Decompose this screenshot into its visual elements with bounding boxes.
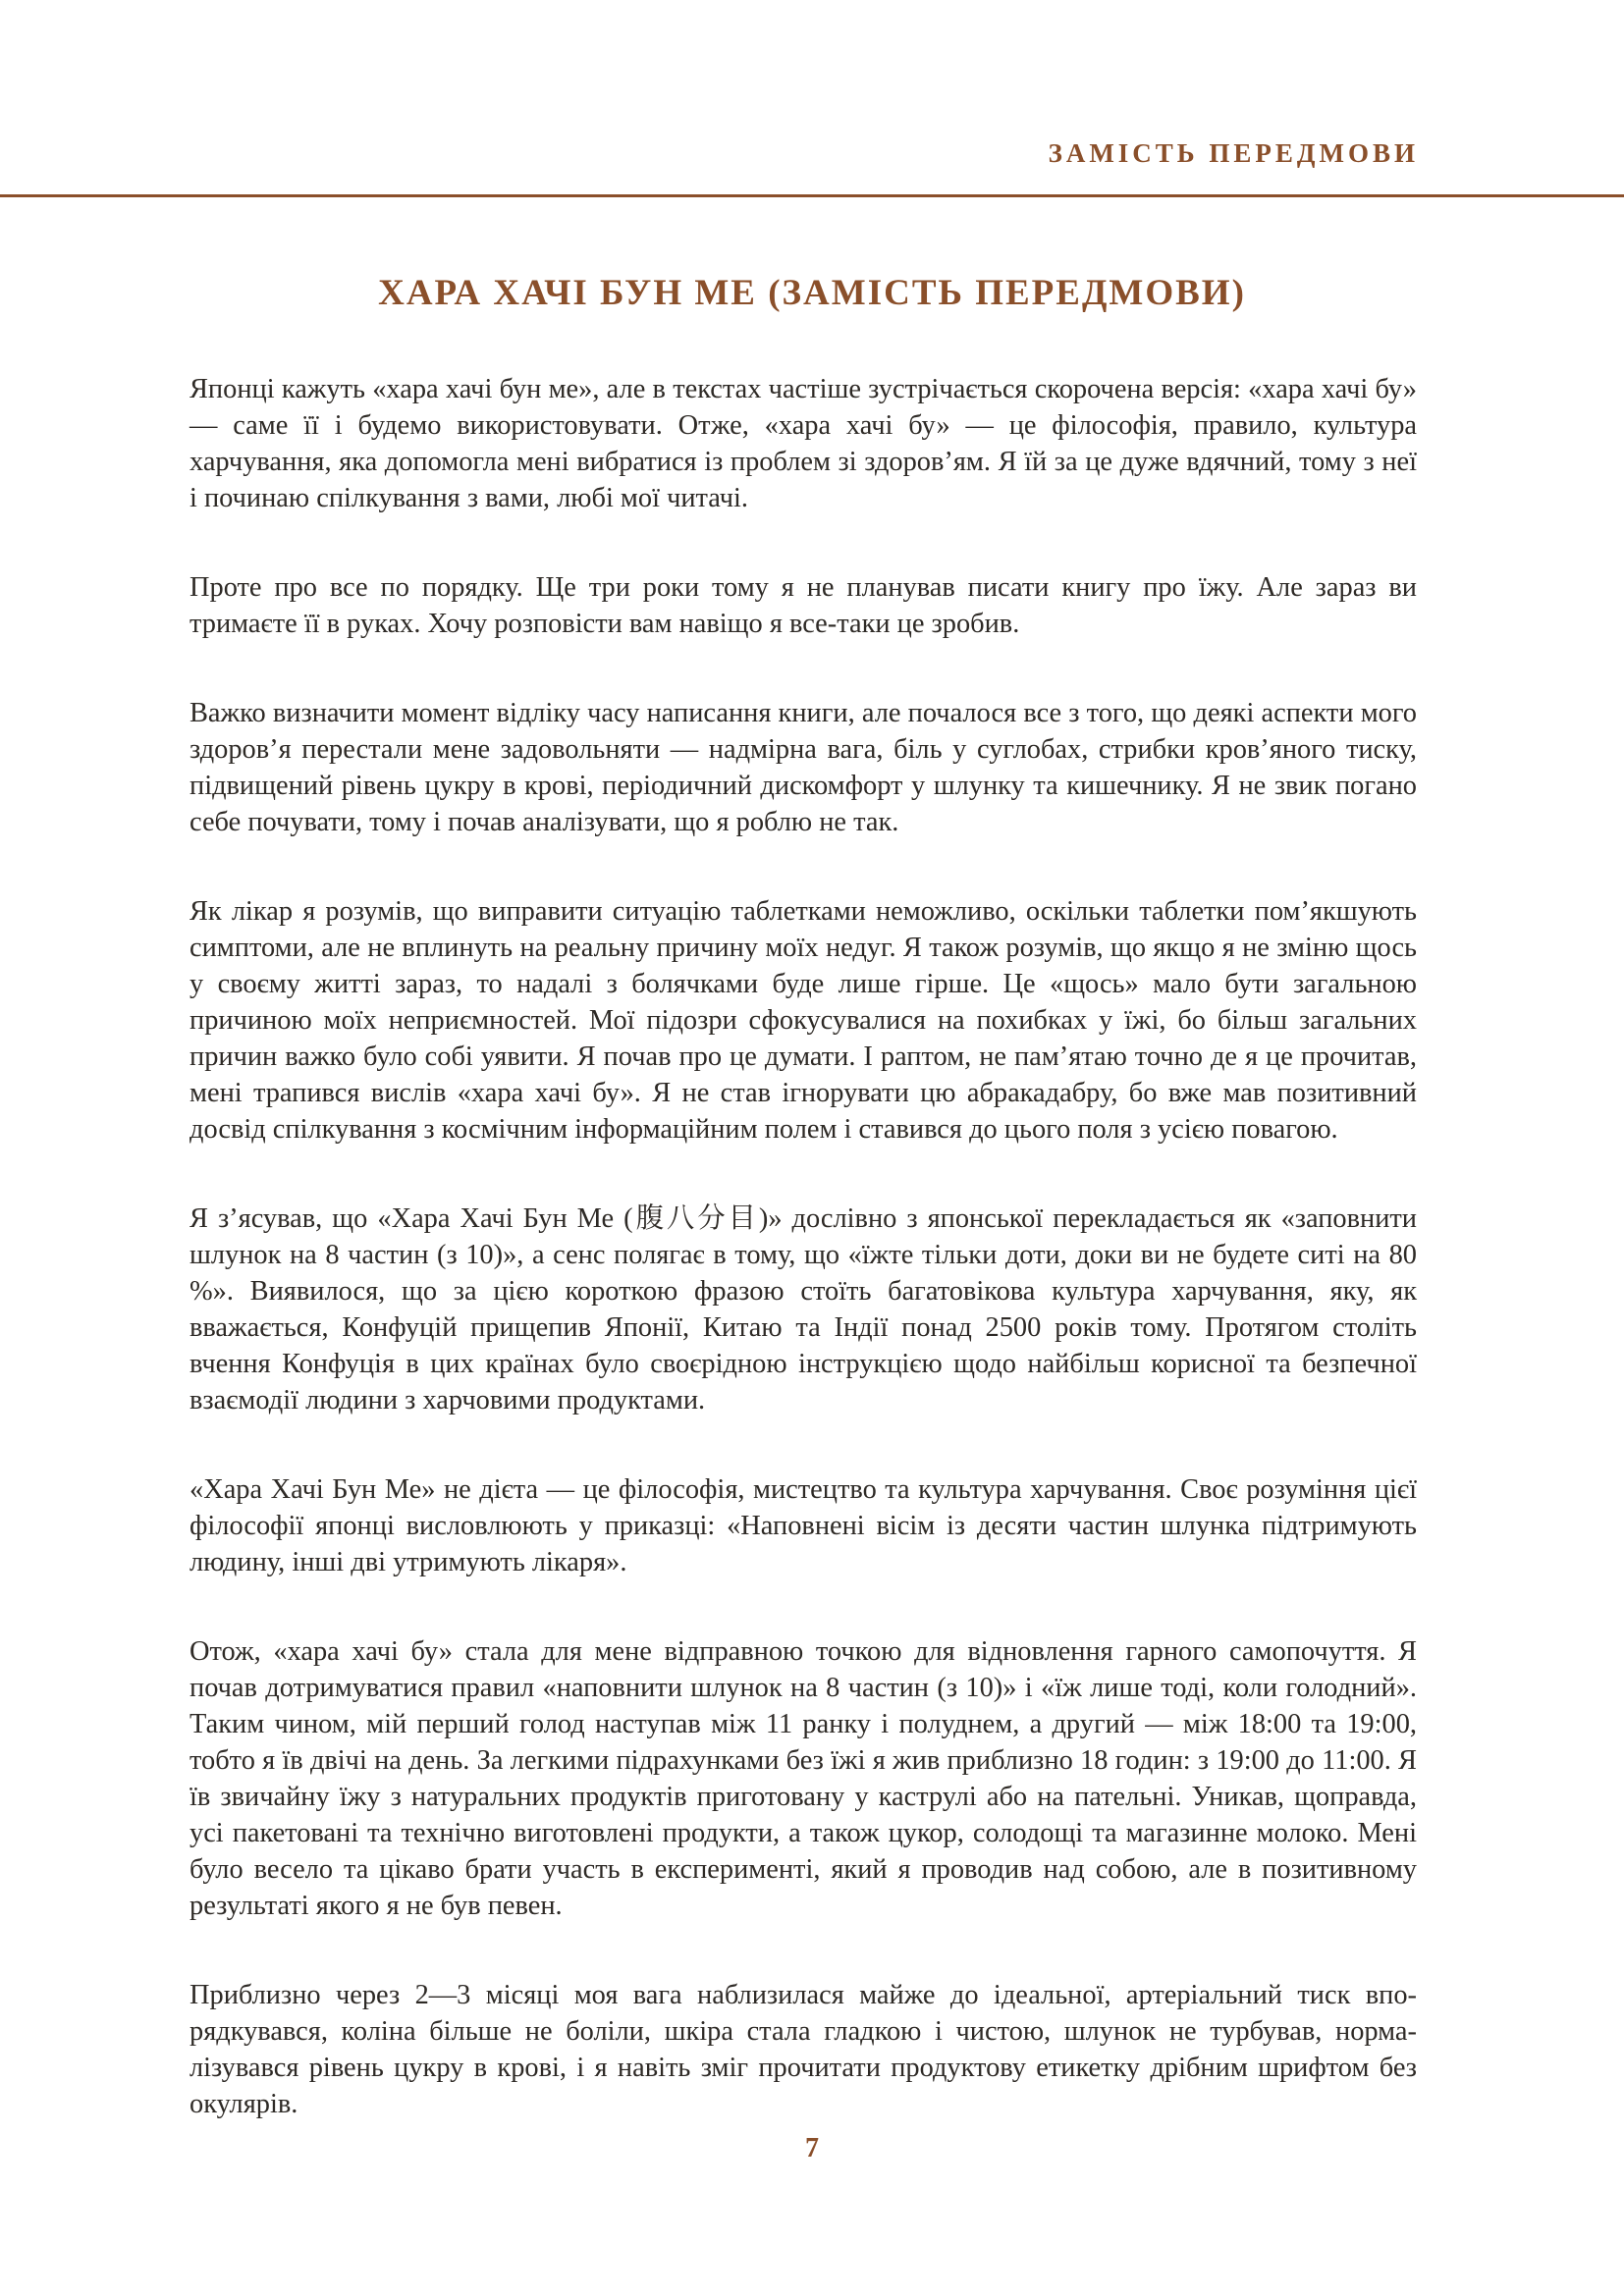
body-text [189,371,1417,2175]
paragraph: Приблизно через 2—3 місяці моя вага наблизилася майже до ідеальної, артеріальний тиск впорядкувався, коліна більше не боліли, шкіра стала гладкою і чистою, шлунок не турбував, нормалізувався рівень цукру в крові, і я навіть зміг прочитати продуктову етикетку дрібним шрифтом без окулярів. [189,1980,1417,2119]
chapter-title: ХАРА ХАЧІ БУН МЕ (ЗАМІСТЬ ПЕРЕДМОВИ) [378,273,1246,313]
page-number: 7 [805,2133,819,2163]
paragraph: Як лікар я розумів, що виправити ситуацію таблетками неможливо, оскільки таблетки пом’якшують симптоми, але не вплинуть на реальну причину моїх недуг. Я також розумів, що якщо я не зміню щось у своєму житті зараз, то надалі з болячками буде лише гірше. Це «щось» мало бути загальною причиною моїх неприємностей. Мої підозри сфокусувалися на похибках у їжі, бо більш загальних причин важко було собі уявити. Я почав про це думати. І раптом, не пам’ятаю точно де я це прочитав, мені трапився вислів «хара хачі бу». Я не став ігнорувати цю абракадабру, бо вже мав позитивний досвід спілкування з космічним інформаційним полем і ставився до цього поля з усією повагою. [189,896,1417,1145]
running-header: ЗАМІСТЬ ПЕРЕДМОВИ [1048,138,1419,168]
paragraph: Проте про все по порядку. Ще три роки тому я не планував писати книгу про їжу. Але зараз ви тримаєте її в руках. Хочу розповісти вам навіщо я все-таки це зробив. [189,572,1417,639]
paragraph: «Хара Хачі Бун Ме» не дієта — це філософія, мистецтво та культура харчування. Своє розуміння цієї філософії японці висловлюють у приказці: «Наповнені вісім із десяти частин шлунка підтримують людину, інші дві утримують лікаря». [189,1474,1417,1577]
header-rule [0,194,1624,197]
paragraph: Отож, «хара хачі бу» стала для мене відправною точкою для відновлення гарного самопочуття. Я почав дотримуватися правил «наповнити шлунок на 8 частин (з 10)» і «їж лише тоді, коли голодний». Таким чином, мій перший голод наступав між 11 ранку і полуднем, а другий — між 18:00 та 19:00, тобто я їв двічі на день. За легкими підрахунками без їжі я жив приблизно 18 годин: з 19:00 до 11:00. Я їв звичайну їжу з натуральних продуктів приготовану у каструлі або на пательні. Уникав, щоправда, усі пакетовані та технічно виготовлені продукти, а також цукор, солодощі та магазинне молоко. Мені було весело та цікаво брати участь в експерименті, який я проводив над собою, але в позитивному результаті якого я не був певен. [189,1636,1417,1921]
paragraph: Я з’ясував, що «Хара Хачі Бун Ме (腹八分目)» дослівно з японської перекладається як «заповнити шлунок на 8 частин (з 10)», а сенс полягає в тому, що «їжте тільки доти, доки ви не будете ситі на 80 %». Виявилося, що за цією короткою фразою стоїть багатовікова культура харчування, яку, як вважається, Конфуцій прищепив Японії, Китаю та Індії понад 2500 років тому. Протягом століть вчення Конфуція в цих країнах було своєрідною інструкцією щодо найбільш корисної та безпечної взаємодії людини з харчовими продуктами. [189,1203,1417,1415]
paragraph: Японці кажуть «хара хачі бун ме», але в текстах частіше зустрічається скорочена версія: «хара хачі бу» — саме її і будемо використовувати. Отже, «хара хачі бу» — це філософія, правило, культура харчування, яка допомогла мені вибратися із проблем зі здоров’ям. Я їй за це дуже вдячний, тому з неї і починаю спілкування з вами, любі мої читачі. [189,374,1417,513]
paragraph: Важко визначити момент відліку часу написання книги, але почалося все з того, що деякі аспекти мого здоров’я перестали мене задовольняти — надмірна вага, біль у суглобах, стрибки кров’яного тиску, підвищений рівень цукру в крові, періодичний дискомфорт у шлунку та кишечнику. Я не звик погано себе почувати, тому і почав аналізувати, що я роблю не так. [189,698,1417,837]
